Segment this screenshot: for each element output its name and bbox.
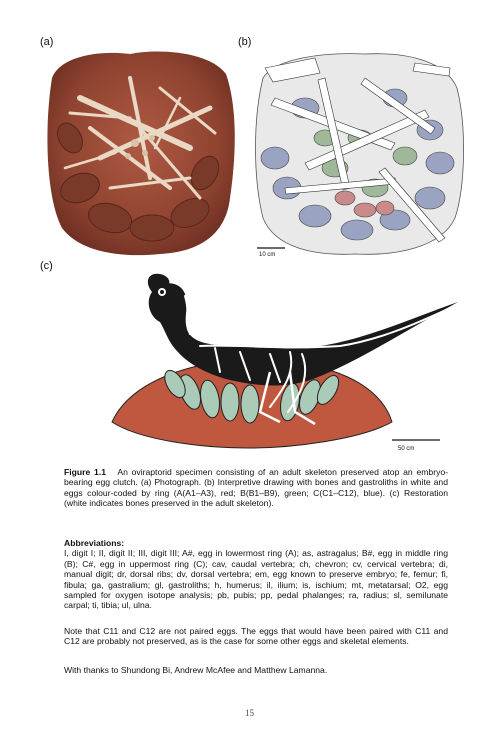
page-number: 15	[245, 708, 254, 718]
scale-c-label: 50 cm	[398, 446, 415, 452]
panel-a-label: (a)	[40, 36, 54, 48]
panel-c-label: (c)	[40, 260, 53, 272]
figure-label: Figure 1.1	[64, 467, 106, 477]
interpretive-drawing	[245, 38, 467, 260]
panel-b-label: (b)	[238, 36, 252, 48]
restoration-illustration	[40, 262, 470, 458]
scale-b-label: 10 cm	[259, 252, 276, 258]
caption-text: An oviraptorid specimen consisting of an adult skeleton preserved atop an embryo-bearing egg clutch. (a) Photograph. (b) Interpretive drawing with bones and gastroliths in white and eggs colour-coded by ring (A(A1–A3), red; B(B1–B9), green; C(C1–C12), blue). (c) Restoration (white indicates bones preserved in the adult skeleton).	[64, 467, 449, 509]
figure-caption	[64, 467, 448, 509]
note-paragraph: Note that C11 and C12 are not paired eggs. The eggs that would have been paired with C11 and C12 are probably not preserved, as is the case for some other eggs and skeletal elements.	[64, 626, 448, 647]
abbreviations-block	[64, 538, 448, 611]
abbreviations-text: I, digit I; II, digit II; III, digit III; A#, egg in lowermost ring (A); as, astragalus; B#, egg in middle ring (B); C#, egg in uppermost ring (C); cav, caudal vertebra; ch, chevron; cv, cervical vertebra; di, manual digit; dr, dorsal ribs; dv, dorsal vertebra; em, egg known to preserve embryo; fe, femur; fi, fibula; ga, gastralium; gl, gastroliths; h, humerus; il, ilium; is, ischium; mt, metatarsal; O2, egg sampled for oxygen isotope analysis; pb, pubis; pp, pedal phalanges; ra, radius; sl, semilunate carpal; ti, tibia; ul, ulna.	[64, 548, 448, 611]
abbreviations-heading: Abbreviations:	[64, 538, 125, 548]
fossil-photograph	[40, 38, 240, 260]
acknowledgement: With thanks to Shundong Bi, Andrew McAfee and Matthew Lamanna.	[64, 665, 328, 675]
